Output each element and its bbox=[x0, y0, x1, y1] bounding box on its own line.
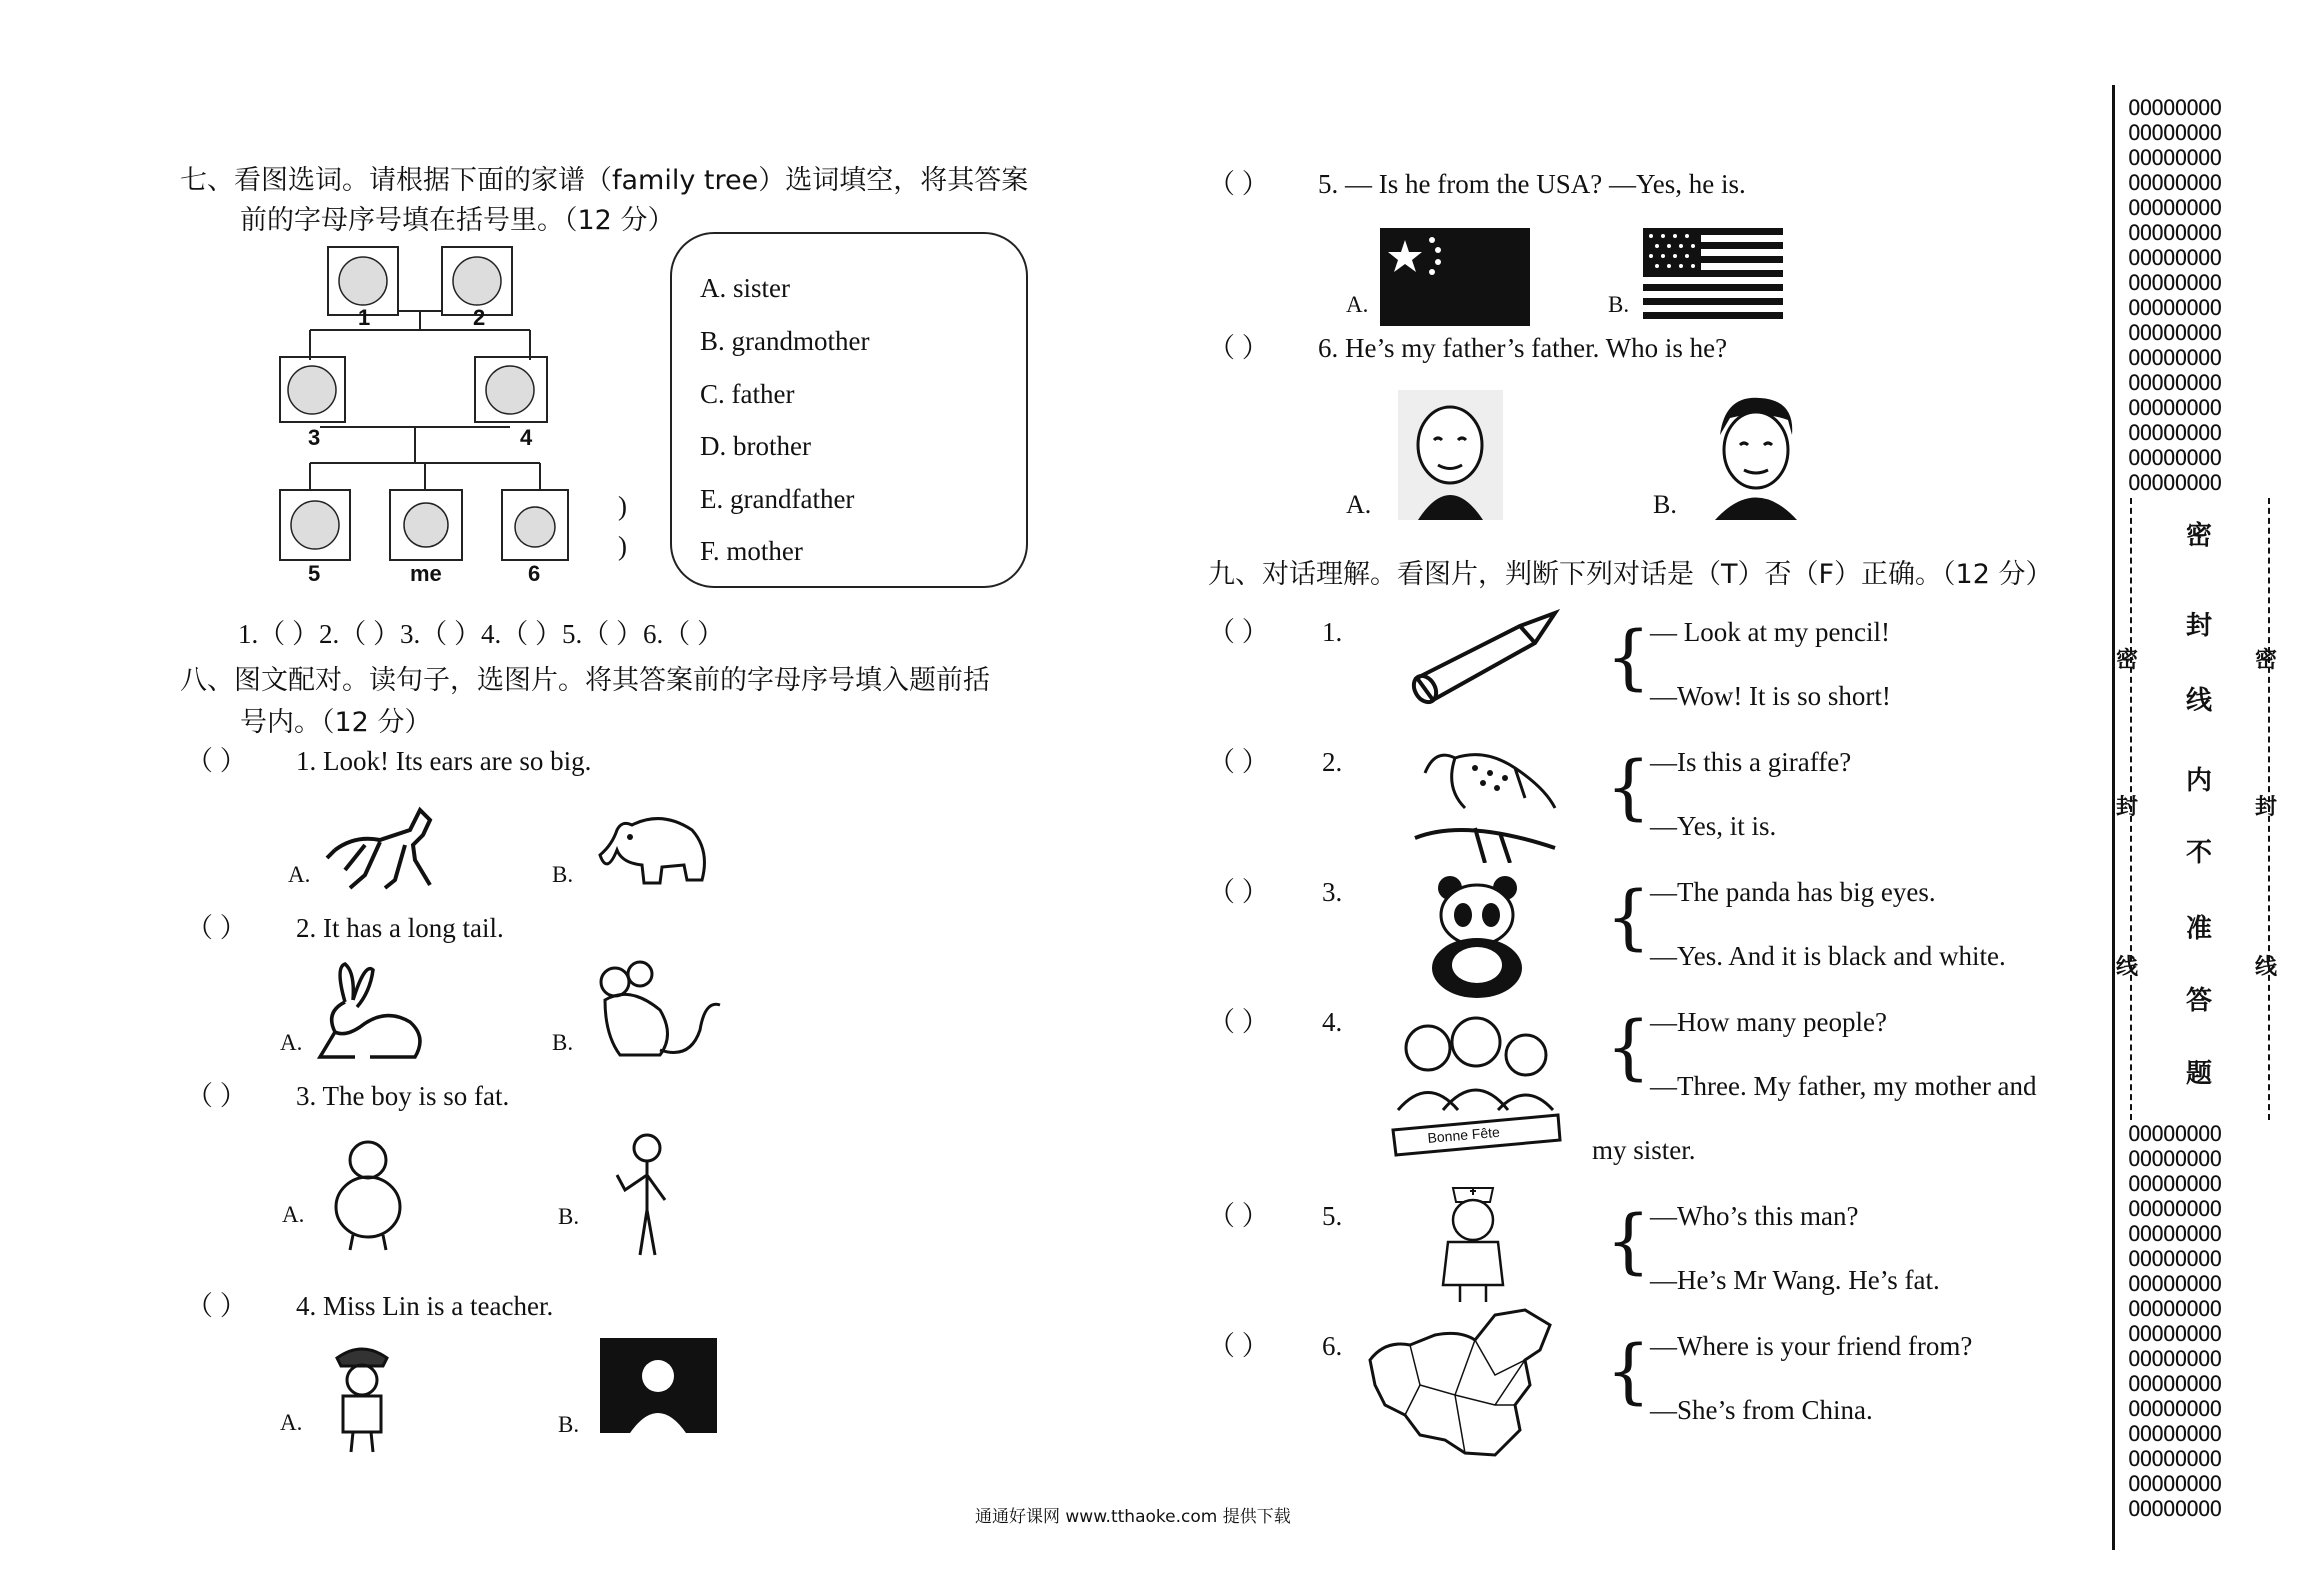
usa-flag-icon bbox=[1643, 228, 1783, 324]
dialogue-line-1: —The panda has big eyes. bbox=[1650, 877, 1936, 907]
item-number: 1. bbox=[1322, 617, 1343, 647]
binding-line bbox=[2112, 85, 2115, 1550]
item-number: 6. bbox=[1322, 1331, 1343, 1361]
option-e: E. grandfather bbox=[700, 484, 855, 514]
option-label-a: A. bbox=[280, 1410, 303, 1435]
tree-number-2: 2 bbox=[473, 305, 486, 330]
dialogue-line-1: —Is this a giraffe? bbox=[1650, 747, 1852, 777]
dialogue-line-1: — Look at my pencil! bbox=[1650, 617, 1890, 647]
dialogue-brace: { bbox=[1606, 746, 1651, 828]
pencil-icon bbox=[1405, 608, 1560, 708]
tree-number-4: 4 bbox=[520, 425, 533, 450]
question-text: 3. The boy is so fat. bbox=[296, 1081, 510, 1111]
tree-number-5: 5 bbox=[308, 561, 321, 586]
seal-char: 密 bbox=[2186, 521, 2213, 551]
stray-paren: ) bbox=[618, 491, 627, 521]
seal-char: 封 bbox=[2186, 611, 2213, 641]
answer-paren[interactable]: （ ） bbox=[1208, 877, 1269, 907]
tree-number-6: 6 bbox=[528, 561, 541, 586]
dialogue-brace: { bbox=[1606, 616, 1651, 698]
seal-side-char: 密 bbox=[2255, 648, 2278, 673]
dialogue-line-1: —How many people? bbox=[1650, 1007, 1887, 1037]
question-text: 5. — Is he from the USA? —Yes, he is. bbox=[1318, 169, 1746, 199]
seal-char: 答 bbox=[2186, 986, 2213, 1016]
section7-title-line2: 前的字母序号填在括号里。（12 分） bbox=[240, 205, 675, 236]
dialogue-line-2: —Wow! It is so short! bbox=[1650, 681, 1891, 711]
dialogue-line-1: —Where is your friend from? bbox=[1650, 1331, 1973, 1361]
dialogue-line-1: —Who’s this man? bbox=[1650, 1201, 1859, 1231]
option-label-b: B. bbox=[552, 862, 574, 887]
question-text: 4. Miss Lin is a teacher. bbox=[296, 1291, 554, 1321]
horse-icon bbox=[325, 800, 445, 890]
option-b: B. grandmother bbox=[700, 326, 870, 356]
section8-title-line1: 八、图文配对。读句子，选图片。将其答案前的字母序号填入题前括 bbox=[180, 665, 990, 696]
question-text: 6. He’s my father’s father. Who is he? bbox=[1318, 333, 1728, 363]
option-label-b: B. bbox=[558, 1204, 580, 1229]
answer-paren[interactable]: （ ） bbox=[186, 1081, 247, 1111]
seal-side-char: 封 bbox=[2116, 795, 2139, 820]
leopard-icon bbox=[1405, 728, 1560, 863]
option-label-a: A. bbox=[280, 1030, 303, 1055]
answer-paren[interactable]: （ ） bbox=[1208, 747, 1269, 777]
dialogue-brace: { bbox=[1606, 1200, 1651, 1282]
answer-paren[interactable]: （ ） bbox=[1208, 169, 1269, 199]
police-icon bbox=[325, 1340, 400, 1455]
seal-char: 不 bbox=[2186, 838, 2213, 868]
item-number: 2. bbox=[1322, 747, 1343, 777]
option-label-b: B. bbox=[552, 1030, 574, 1055]
panda-icon bbox=[1405, 870, 1555, 1000]
dialogue-line-2: —Yes, it is. bbox=[1650, 811, 1777, 841]
option-label-a: A. bbox=[282, 1202, 305, 1227]
option-label-a: A. bbox=[1346, 292, 1369, 317]
tree-number-1: 1 bbox=[358, 305, 371, 330]
section9-title: 九、对话理解。看图片，判断下列对话是（T）否（F）正确。（12 分） bbox=[1208, 559, 2053, 590]
option-c: C. father bbox=[700, 379, 795, 409]
nurse-icon bbox=[1418, 1180, 1528, 1305]
question-text: 1. Look! Its ears are so big. bbox=[296, 746, 592, 776]
answer-paren[interactable]: （ ） bbox=[186, 913, 247, 943]
question-text: 2. It has a long tail. bbox=[296, 913, 504, 943]
section7-answer-line: 1.（ ）2.（ ）3.（ ）4.（ ）5.（ ）6.（ ） bbox=[238, 619, 724, 649]
binding-circles-bottom: OOOOOOOO OOOOOOOO OOOOOOOO OOOOOOOO OOOOOOOO OOOOOOOO OOOOOOOO OOOOOOOO OOOOOOOO OOOOOOOO OOOOOOOO OOOOOOOO OOOOOOOO OOOOOOOO OOOOOOOO OOOOOOOO bbox=[2128, 1122, 2222, 1521]
teacher-icon bbox=[600, 1338, 717, 1433]
answer-paren[interactable]: （ ） bbox=[1208, 333, 1269, 363]
answer-paren[interactable]: （ ） bbox=[186, 1291, 247, 1321]
mouse-icon bbox=[590, 960, 725, 1065]
item-number: 3. bbox=[1322, 877, 1343, 907]
tree-number-me: me bbox=[410, 561, 442, 586]
dialogue-brace: { bbox=[1606, 1006, 1651, 1088]
rabbit-icon bbox=[315, 962, 435, 1062]
family-tree-image bbox=[270, 245, 650, 590]
thin-boy-icon bbox=[605, 1130, 685, 1260]
tree-number-3: 3 bbox=[308, 425, 321, 450]
dialogue-line-2: —She’s from China. bbox=[1650, 1395, 1873, 1425]
seal-side-char: 线 bbox=[2255, 955, 2278, 980]
option-label-a: A. bbox=[1346, 490, 1372, 519]
dialogue-brace: { bbox=[1606, 1330, 1651, 1412]
seal-char: 线 bbox=[2186, 686, 2213, 716]
option-label-b: B. bbox=[1608, 292, 1630, 317]
answer-paren[interactable]: （ ） bbox=[1208, 1331, 1269, 1361]
footer-text: 通通好课网 www.tthaoke.com 提供下载 bbox=[975, 1507, 1291, 1527]
section8-title-line2: 号内。（12 分） bbox=[240, 707, 432, 738]
dialogue-line-2: —Yes. And it is black and white. bbox=[1650, 941, 2006, 971]
item-number: 5. bbox=[1322, 1201, 1343, 1231]
section7-title-line1: 七、看图选词。请根据下面的家谱（family tree）选词填空，将其答案 bbox=[180, 165, 1029, 196]
option-a: A. sister bbox=[700, 273, 790, 303]
seal-char: 准 bbox=[2186, 914, 2213, 944]
seal-char: 内 bbox=[2186, 766, 2213, 796]
seal-char: 题 bbox=[2186, 1059, 2213, 1089]
family-icon bbox=[1388, 1010, 1563, 1160]
option-label-a: A. bbox=[288, 862, 311, 887]
binding-circles-top: OOOOOOOO OOOOOOOO OOOOOOOO OOOOOOOO OOOOOOOO OOOOOOOO OOOOOOOO OOOOOOOO OOOOOOOO OOOOOOOO OOOOOOOO OOOOOOOO OOOOOOOO OOOOOOOO OOOOOOOO OOOOOOOO bbox=[2128, 96, 2222, 495]
option-f: F. mother bbox=[700, 536, 803, 566]
dialogue-line-2: —Three. My father, my mother and bbox=[1650, 1071, 2037, 1101]
seal-side-char: 密 bbox=[2116, 648, 2139, 673]
father-icon bbox=[1700, 390, 1810, 520]
dialogue-line-3: my sister. bbox=[1592, 1135, 1696, 1165]
seal-side-char: 线 bbox=[2116, 955, 2139, 980]
elephant-icon bbox=[592, 805, 717, 895]
dialogue-brace: { bbox=[1606, 876, 1651, 958]
stray-paren: ) bbox=[618, 531, 627, 561]
dialogue-line-2: —He’s Mr Wang. He’s fat. bbox=[1650, 1265, 1940, 1295]
china-map-icon bbox=[1365, 1305, 1560, 1465]
option-label-b: B. bbox=[1653, 490, 1677, 519]
fat-boy-icon bbox=[318, 1135, 418, 1253]
option-label-b: B. bbox=[558, 1412, 580, 1437]
svg-text:Bonne Fête: Bonne Fête bbox=[1426, 1123, 1501, 1146]
seal-side-char: 封 bbox=[2255, 795, 2278, 820]
grandfather-icon bbox=[1398, 390, 1503, 520]
answer-paren[interactable]: （ ） bbox=[1208, 1007, 1269, 1037]
answer-paren[interactable]: （ ） bbox=[186, 746, 247, 776]
item-number: 4. bbox=[1322, 1007, 1343, 1037]
answer-paren[interactable]: （ ） bbox=[1208, 617, 1269, 647]
china-flag-icon bbox=[1380, 228, 1530, 326]
answer-paren[interactable]: （ ） bbox=[1208, 1201, 1269, 1231]
option-d: D. brother bbox=[700, 431, 811, 461]
